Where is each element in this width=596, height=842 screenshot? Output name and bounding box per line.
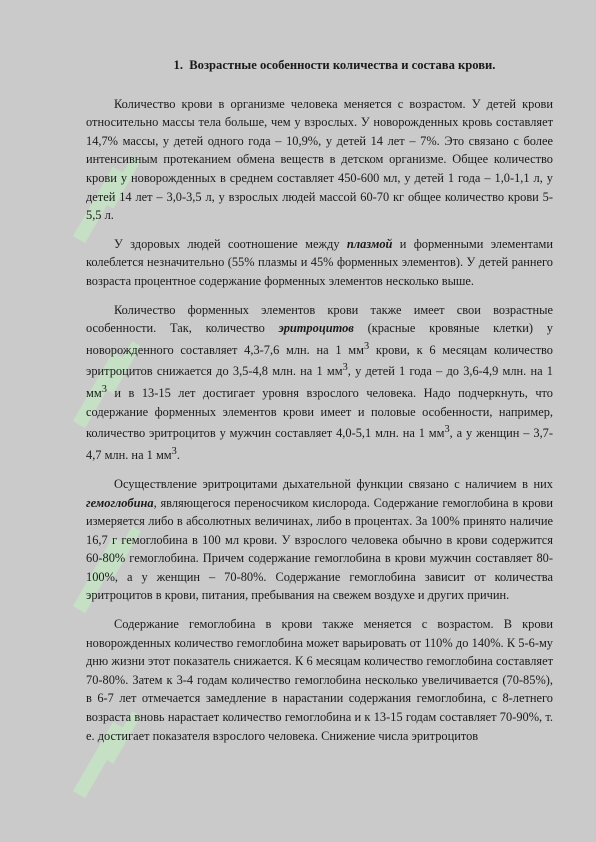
paragraph-hemoglobin: Осуществление эритроцитами дыхательной функции связано с наличием в них гемоглобина, являющегося переносчиком кислорода. Содержание гемоглобина в крови измеряется либо в абсолютных величинах, либо в процентах. За 100% принято наличие 16,7 г гемоглобина в 100 мл крови. У взрослого человека обычно в крови содержится 60-80% гемоглобина. Причем содержание гемоглобина в крови мужчин составляет 80-100%, а у женщин – 70-80%. Содержание гемоглобина зависит от количества эритроцитов в крови, питания, пребывания на свежем воздухе и других причин.: [86, 476, 553, 603]
heading-number: 1.: [173, 58, 183, 72]
term-hemoglobin: гемоглобина: [86, 495, 154, 510]
section-heading: [116, 56, 553, 75]
term-plasma: плазмой: [346, 236, 393, 251]
paragraph-hemoglobin-age: Содержание гемоглобина в крови также меняется с возрастом. В крови новорожденных количество гемоглобина может варьировать от 110% до 140%. К 5-6-му дню жизни этот показатель снижается. К 6 месяцам количество гемоглобина составляет 70-80%. Затем к 3-4 годам количество гемоглобина несколько увеличивается (70-85%), в 6-7 лет отмечается замедление в нарастании содержания гемоглобина, с 8-летнего возраста вновь нарастает количество гемоглобина и к 13-15 годам составляет 70-90%, т. е. достигает показателя взрослого человека. Снижение числа эритроцитов: [86, 617, 553, 743]
term-erythrocytes: эритроцитов: [278, 321, 354, 336]
paragraph-blood-volume: Количество крови в организме человека меняется с возрастом. У детей крови относительно массы тела больше, чем у взрослых. У новорожденных кровь составляет 14,7% массы, у детей одного года – 10,9%, у детей 14 лет – 7%. Это связано с более интенсивным протеканием обмена веществ в детском организме. Общее количество крови у новорожденных в среднем составляет 450-600 мл, у детей 1 года – 1,0-1,1 л, у детей 14 лет – 3,0-3,5 л, у взрослых людей массой 60-70 кг общее количество крови 5-5,5 л.: [86, 96, 553, 223]
paragraph-plasma-ratio: У здоровых людей соотношение между плазмой и форменными элементами колеблется незначительно (55% плазмы и 45% форменных элементов). У детей раннего возраста процентное содержание форменных элементов несколько выше.: [86, 236, 553, 288]
document-body: [86, 56, 553, 755]
heading-text: Возрастные особенности количества и состава крови.: [189, 58, 496, 72]
paragraph-erythrocytes: Количество форменных элементов крови также имеет свои возрастные особенности. Так, количество эритроцитов (красные кровяные клетки) у новорожденного составляет 4,3-7,6 млн. на 1 $мм^3$ крови, к 6 месяцам количество эритроцитов снижается до 3,5-4,8 млн. на 1 $мм^3$, у детей 1 года – до 3,6-4,9 млн. на 1 $мм^3$ и в 13-15 лет достигает уровня взрослого человека. Надо подчеркнуть, что содержание форменных элементов крови имеет и половые особенности, например, количество эритроцитов у мужчин составляет 4,0-5,1 млн. на 1 $мм^3$, а у женщин – 3,7-4,7 млн. на 1 $мм^3$.: [86, 302, 554, 463]
